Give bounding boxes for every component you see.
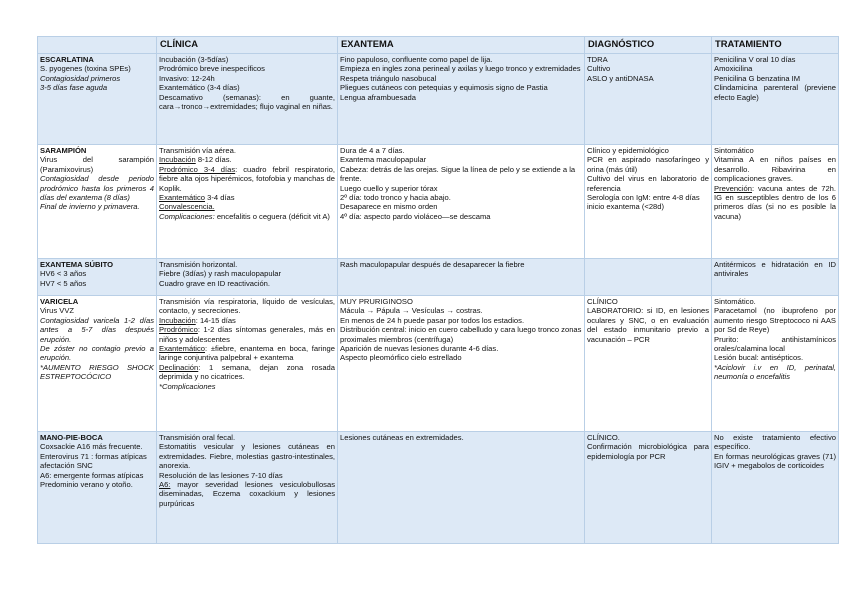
- diagnostico-line: ASLO y antiDNASA: [587, 73, 654, 83]
- clinica-line: Transmisión vía respiratoria, líquido de vesículas, contacto, y secreciones.: [159, 297, 335, 316]
- header-row: [38, 37, 839, 54]
- disease-name: ESCARLATINA: [40, 55, 94, 64]
- header-diagnostico: DIAGNÓSTICO: [585, 37, 712, 54]
- disease-cell-mano-pie-boca: [38, 432, 157, 544]
- disease-contagion-2: 3-5 días fase aguda: [40, 83, 108, 93]
- clinica-text: encefalitis o ceguera (déficit vit A): [214, 211, 330, 221]
- disease-name: SARAMPIÓN: [40, 146, 87, 155]
- clinica-line: [159, 155, 335, 164]
- clinica-line: [159, 325, 335, 344]
- diagnostico-line: TDRA: [587, 55, 608, 64]
- tratamiento-cell-escarlatina: [712, 54, 839, 145]
- tratamiento-line: Sintomático: [714, 146, 754, 155]
- diagnostico-cell-sarampion: [585, 145, 712, 259]
- clinica-line: Invasivo: 12-24h: [159, 73, 215, 83]
- clinica-term: Declinación: [159, 362, 199, 372]
- clinica-line: [159, 316, 335, 325]
- clinica-cell-escarlatina: [157, 54, 338, 145]
- clinica-line: *Complicaciones: [159, 381, 216, 391]
- disease-contagion-2: De zóster no contagio previo a erupción.: [40, 344, 154, 363]
- diagnostico-line: Cultivo: [587, 64, 611, 74]
- exantema-line: MUY PRURIGINOSO: [340, 297, 413, 306]
- exantema-line: Dura de 4 a 7 días.: [340, 146, 405, 155]
- exantema-cell-mano-pie-boca: [338, 432, 585, 544]
- clinica-text: 3-4 días: [205, 193, 235, 203]
- exantema-line: En menos de 24 h puede pasar por todos los estadios.: [340, 315, 525, 325]
- exantema-line: Fino papuloso, confluente como papel de lija.: [340, 55, 493, 64]
- exantema-line: 4º día: aspecto pardo violáceo—se descama: [340, 211, 491, 221]
- exantema-cell-escarlatina: [338, 54, 585, 145]
- clinica-term: Incubación: [159, 315, 196, 325]
- clinica-text: : ±fiebre, enantema en boca, faringe laringe conjuntiva palpebral + exantema: [159, 344, 335, 363]
- disease-warning: *AUMENTO RIESGO SHOCK ESTREPTOCÓCICO: [40, 362, 154, 382]
- tratamiento-text: : vacuna antes de 72h. IG en susceptibles dentro de los 6 primeros días (si no es posible la vacuna): [714, 183, 836, 221]
- tratamiento-line: Antitérmicos e hidratación en ID antivirales: [714, 260, 836, 279]
- disease-agent-2: Enterovirus 71 : formas atípicas afectación SNC: [40, 451, 147, 471]
- clinica-cell-varicela: [157, 296, 338, 432]
- exantema-line: Luego cuello y superior tórax: [340, 183, 438, 193]
- exantema-line: Desaparece en mismo orden: [340, 202, 438, 212]
- diagnostico-line: Clínico y epidemiológico: [587, 146, 669, 155]
- header-tratamiento: TRATAMIENTO: [712, 37, 839, 54]
- disease-agent: S. pyogenes (toxina SPEs): [40, 64, 131, 74]
- clinica-line: Cuadro grave en ID reactivación.: [159, 278, 271, 288]
- clinica-line: [159, 480, 335, 508]
- row-varicela: [38, 296, 839, 432]
- exantema-line: Aparición de nuevas lesiones durante 4-6 días.: [340, 344, 499, 354]
- tratamiento-line: En formas neurológicas graves (71) IGIV + megabolos de corticoides: [714, 451, 836, 471]
- clinica-line: Incubación (3-5días): [159, 55, 229, 64]
- exantema-line: Distribución central: inicio en cuero cabelludo y cara luego tronco zonas proximales miembros (centrífuga): [340, 325, 582, 344]
- disease-agent: Virus VVZ: [40, 306, 75, 316]
- row-sarampion: [38, 145, 839, 259]
- exantema-line: Exantema maculopapular: [340, 155, 427, 165]
- disease-contagion: Contagiosidad varicela 1-2 días antes a 5-7 días después erupción.: [40, 315, 154, 344]
- clinica-line: [159, 212, 335, 221]
- exantema-line: Pliegues cutáneos con petequias y equimosis signo de Pastia: [340, 83, 548, 93]
- clinica-line: Descamativo (semanas): en guante, cara→tronco→extremidades; flujo vaginal en niñas.: [159, 92, 335, 112]
- row-exantema-subito: [38, 259, 839, 296]
- infectious-exanthems-table: [37, 36, 839, 544]
- row-mano-pie-boca: [38, 432, 839, 544]
- diagnostico-line: PCR en aspirado nasofaríngeo y orina (más útil): [587, 155, 709, 174]
- clinica-cell-exantema-subito: [157, 259, 338, 296]
- diagnostico-line: LABORATORIO: si ID, en lesiones oculares y SNC, o en evaluación del estado inmunitario previo a vacunación – PCR: [587, 306, 709, 344]
- exantema-line: Mácula → Pápula → Vesículas → costras.: [340, 306, 483, 316]
- clinica-line: Transmisión vía aérea.: [159, 146, 236, 155]
- disease-agent-2: HV7 < 5 años: [40, 278, 87, 288]
- clinica-text: : 14-15 días: [195, 315, 236, 325]
- diagnostico-line: CLÍNICO: [587, 297, 618, 306]
- tratamiento-line: Paracetamol (no ibuprofeno por aumento riesgo Streptococo ni AAS por Sd de Reye): [714, 306, 836, 335]
- clinica-line: [159, 165, 335, 193]
- tratamiento-line: Sintomático.: [714, 297, 756, 306]
- clinica-cell-mano-pie-boca: [157, 432, 338, 544]
- diagnostico-line: Confirmación microbiológica para epidemiología por PCR: [587, 442, 709, 461]
- disease-name: VARICELA: [40, 297, 79, 306]
- exantema-line: Lengua aframbuesada: [340, 92, 416, 102]
- disease-agent: HV6 < 3 años: [40, 269, 87, 279]
- clinica-term: Incubación: [159, 155, 196, 165]
- diagnostico-line: Cultivo del virus en laboratorio de referencia: [587, 174, 709, 193]
- tratamiento-term: Prevención: [714, 183, 752, 193]
- clinica-line: [159, 363, 335, 382]
- clinica-text: 8-12 días.: [195, 155, 232, 165]
- clinica-term: A6:: [159, 480, 171, 490]
- clinica-term: Exantemático: [159, 344, 206, 354]
- tratamiento-line: Prurito: antihistamínicos orales/calamina local: [714, 334, 836, 354]
- disease-season: Final de invierno y primavera.: [40, 202, 140, 212]
- tratamiento-line: No existe tratamiento efectivo específico.: [714, 433, 836, 452]
- disease-contagion: Contagiosidad primeros: [40, 73, 121, 83]
- clinica-term: Exantemático: [159, 193, 206, 203]
- tratamiento-line: Vitamina A en niños países en desarrollo. Ribavirina en complicaciones graves.: [714, 155, 836, 184]
- tratamiento-line: Clindamicina parenteral (previene efecto Eagle): [714, 83, 836, 102]
- tratamiento-line: *Aciclovir i.v en ID, perinatal, neumonía o encefalitis: [714, 362, 836, 382]
- tratamiento-line: Penicilina G benzatina IM: [714, 73, 801, 83]
- header-exantema: EXANTEMA: [338, 37, 585, 54]
- diagnostico-cell-exantema-subito: [585, 259, 712, 296]
- exantema-line: 2º día: todo tronco y hacia abajo.: [340, 193, 451, 203]
- clinica-line: Transmisión horizontal.: [159, 260, 238, 269]
- tratamiento-line: Lesión bucal: antisépticos.: [714, 353, 804, 363]
- clinica-line: Exantemático (3-4 días): [159, 83, 240, 93]
- clinica-line: Transmisión oral fecal.: [159, 433, 236, 442]
- diagnostico-cell-escarlatina: [585, 54, 712, 145]
- tratamiento-cell-sarampion: [712, 145, 839, 259]
- clinica-line: Fiebre (3días) y rash maculopapular: [159, 269, 281, 279]
- row-escarlatina: [38, 54, 839, 145]
- tratamiento-line: Amoxicilina: [714, 64, 753, 74]
- disease-name: EXANTEMA SÚBITO: [40, 260, 113, 269]
- tratamiento-cell-exantema-subito: [712, 259, 839, 296]
- header-blank: [38, 37, 157, 54]
- header-clinica: CLÍNICA: [157, 37, 338, 54]
- exantema-cell-sarampion: [338, 145, 585, 259]
- clinica-text: mayor severidad lesiones vesiculobullosas diseminadas, Eczema coxackium y lesiones purpúricas: [159, 480, 335, 508]
- disease-name: MANO-PIE-BOCA: [40, 433, 103, 442]
- diagnostico-line: CLÍNICO.: [587, 433, 620, 442]
- disease-season: Predominio verano y otoño.: [40, 480, 133, 490]
- exantema-line: Lesiones cutáneas en extremidades.: [340, 433, 464, 442]
- clinica-line: Resolución de las lesiones 7-10 días: [159, 470, 283, 480]
- exantema-line: Empieza en ingles zona perineal y axilas y luego tronco y extremidades Respeta triángulo nasobucal: [340, 64, 581, 83]
- clinica-line: [159, 344, 335, 363]
- clinica-text: : cuadro febril respiratorio, fiebre alta ojos hiperémicos, fotofobia y manchas de Koplik.: [159, 164, 335, 193]
- exantema-cell-exantema-subito: [338, 259, 585, 296]
- disease-agent-3: A6: emergente formas atípicas: [40, 470, 144, 480]
- disease-cell-sarampion: [38, 145, 157, 259]
- clinica-term: Complicaciones:: [159, 211, 215, 221]
- clinica-text: : 1 semana, dejan zona rosada deprimida y no cicatrices.: [159, 362, 335, 382]
- clinica-term: Prodrómico: [159, 325, 198, 335]
- clinica-line: Convalescencia.: [159, 202, 215, 212]
- disease-contagion: Contagiosidad desde periodo prodrómico hasta los primeros 4 días del exantema (8 días): [40, 174, 154, 203]
- clinica-term: Prodrómico 3-4 días: [159, 164, 236, 174]
- clinica-line: Prodrómico breve inespecíficos: [159, 64, 265, 74]
- tratamiento-cell-mano-pie-boca: [712, 432, 839, 544]
- clinica-text: : 1-2 días síntomas generales, más en niños y adolescentes: [159, 325, 335, 344]
- clinica-line: Estomatitis vesicular y lesiones cutáneas en extremidades. Fiebre, molestias gastro-intestinales, anorexia.: [159, 442, 335, 471]
- exantema-line: Cabeza: detrás de las orejas. Sigue la línea de pelo y se extiende a la frente.: [340, 164, 576, 184]
- tratamiento-cell-varicela: [712, 296, 839, 432]
- exantema-line: Aspecto pleomórfico cielo estrellado: [340, 353, 462, 363]
- disease-agent: Virus del sarampión (Paramixovirus): [40, 155, 154, 174]
- exantema-line: Rash maculopapular después de desaparecer la fiebre: [340, 260, 525, 269]
- disease-cell-exantema-subito: [38, 259, 157, 296]
- clinica-line: [159, 193, 335, 202]
- disease-cell-varicela: [38, 296, 157, 432]
- clinica-cell-sarampion: [157, 145, 338, 259]
- tratamiento-line: Penicilina V oral 10 días: [714, 55, 796, 64]
- tratamiento-line: [714, 184, 836, 222]
- diagnostico-line: Serología con IgM: entre 4-8 días inicio exantema (<28d): [587, 193, 700, 212]
- disease-cell-escarlatina: [38, 54, 157, 145]
- diagnostico-cell-mano-pie-boca: [585, 432, 712, 544]
- exantema-cell-varicela: [338, 296, 585, 432]
- disease-agent: Coxsackie A16 más frecuente.: [40, 442, 143, 452]
- diagnostico-cell-varicela: [585, 296, 712, 432]
